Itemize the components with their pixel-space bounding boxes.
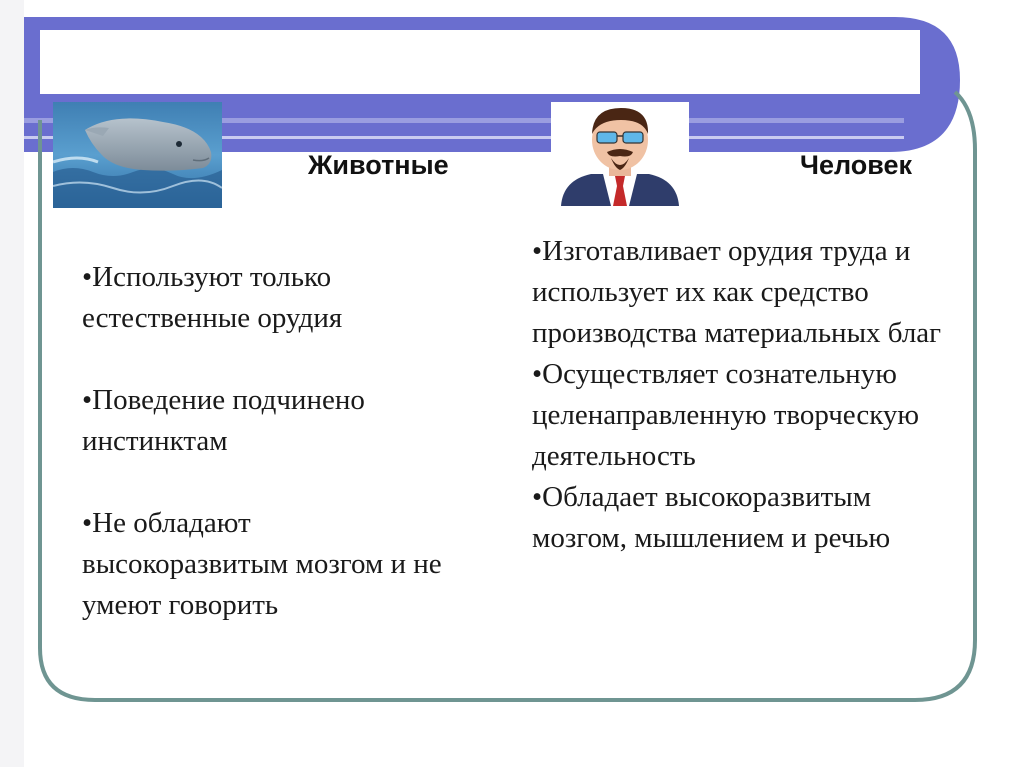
list-item: •Обладает высокоразвитым мозгом, мышлением и речью — [532, 481, 891, 554]
animals-list — [82, 257, 462, 667]
man-avatar-icon — [551, 102, 689, 206]
man-cartoon — [551, 102, 689, 206]
list-item: •Поведение подчинено инстинктам — [82, 384, 365, 457]
title-box — [40, 30, 920, 94]
dolphin-photo — [53, 102, 222, 208]
list-item: •Не обладают высокоразвитым мозгом и не умеют говорить — [82, 507, 442, 621]
list-item: •Используют только естественные орудия — [82, 261, 343, 334]
list-item: •Осуществляет сознательную целенаправленную творческую деятельность — [532, 358, 920, 472]
human-heading: Человек — [800, 150, 913, 180]
list-item: •Изготавливает орудия труда и использует их как средство производства материальных благ — [532, 235, 942, 349]
animals-heading: Животные — [308, 150, 449, 180]
dolphin-icon — [53, 102, 222, 208]
left-shadow-strip — [0, 0, 24, 767]
human-list — [532, 231, 952, 559]
